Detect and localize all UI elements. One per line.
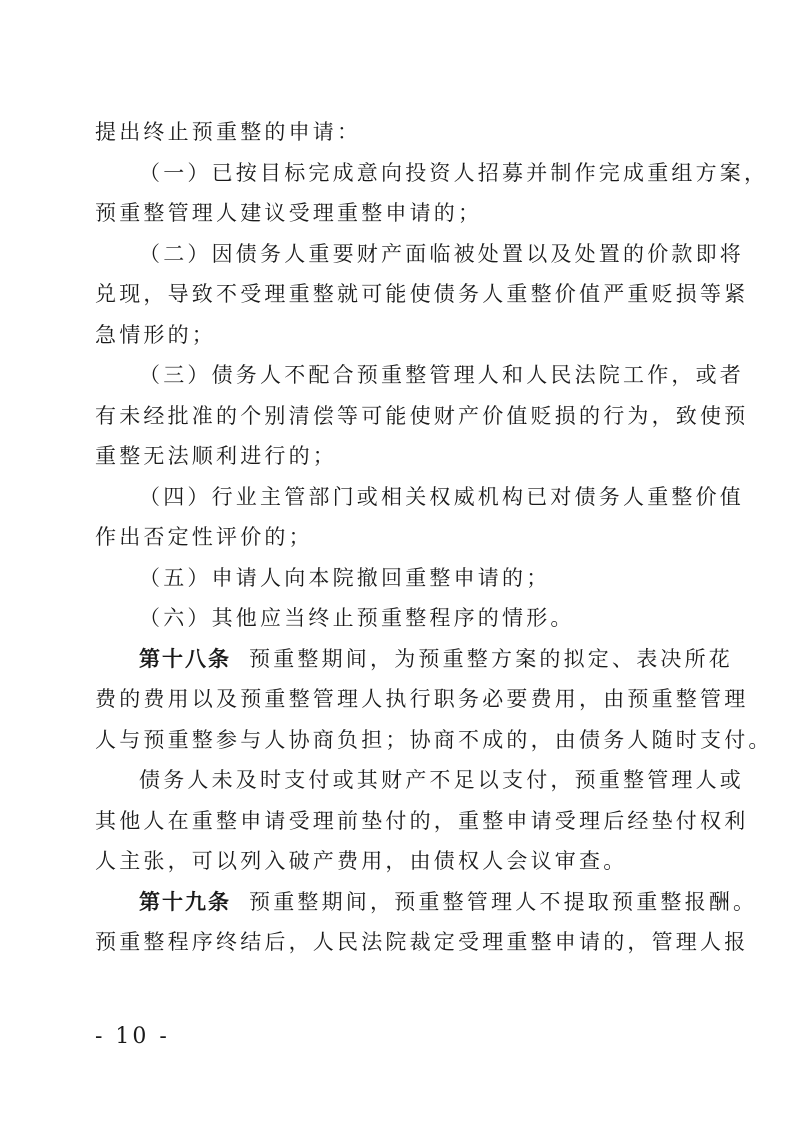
text-line: 人主张，可以列入破产费用，由债权人会议审查。	[95, 849, 628, 873]
clause-item-1: （一）已按目标完成意向投资人招募并制作完成重组方案，	[139, 160, 769, 185]
clause-item-6: （六）其他应当终止预重整程序的情形。	[139, 606, 575, 630]
text-line: 提出终止预重整的申请：	[95, 120, 362, 144]
text-line: 作出否定性评价的；	[95, 525, 313, 549]
article-18-text: 预重整期间，为预重整方案的拟定、表决所花	[249, 646, 733, 671]
article-19-line	[95, 882, 758, 923]
text-line: 预重整程序终结后，人民法院裁定受理重整申请的，管理人报	[95, 930, 749, 954]
text-line: 急情形的；	[95, 322, 216, 347]
text-line: 人与预重整参与人协商负担；协商不成的，由债务人随时支付。	[95, 727, 773, 752]
article-19-text: 预重整期间，预重整管理人不提取预重整报酬。	[249, 889, 758, 914]
clause-item-2: （二）因债务人重要财产面临被处置以及处置的价款即将	[139, 241, 744, 266]
article-18-line	[95, 639, 733, 680]
text-line: 有未经批准的个别清偿等可能使财产价值贬损的行为，致使预	[95, 403, 749, 428]
text-line: 兑现，导致不受理重整就可能使债务人重整价值严重贬损等紧	[95, 282, 749, 306]
text-line: 费的费用以及预重整管理人执行职务必要费用，由预重整管理	[95, 687, 749, 711]
clause-item-5: （五）申请人向本院撤回重整申请的；	[139, 565, 551, 590]
text-line: 重整无法顺利进行的；	[95, 444, 337, 468]
article-18-label: 第十八条	[139, 646, 231, 671]
paragraph-start: 债务人未及时支付或其财产不足以支付，预重整管理人或	[139, 768, 744, 792]
text-line: 其他人在重整申请受理前垫付的，重整申请受理后经垫付权利	[95, 808, 749, 833]
clause-item-3: （三）债务人不配合预重整管理人和人民法院工作，或者	[139, 363, 744, 387]
article-19-label: 第十九条	[139, 889, 231, 914]
clause-item-4: （四）行业主管部门或相关权威机构已对债务人重整价值	[139, 484, 744, 509]
text-line: 预重整管理人建议受理重整申请的；	[95, 201, 483, 225]
body-text	[95, 112, 773, 963]
page-number: - 10 -	[95, 1024, 170, 1049]
